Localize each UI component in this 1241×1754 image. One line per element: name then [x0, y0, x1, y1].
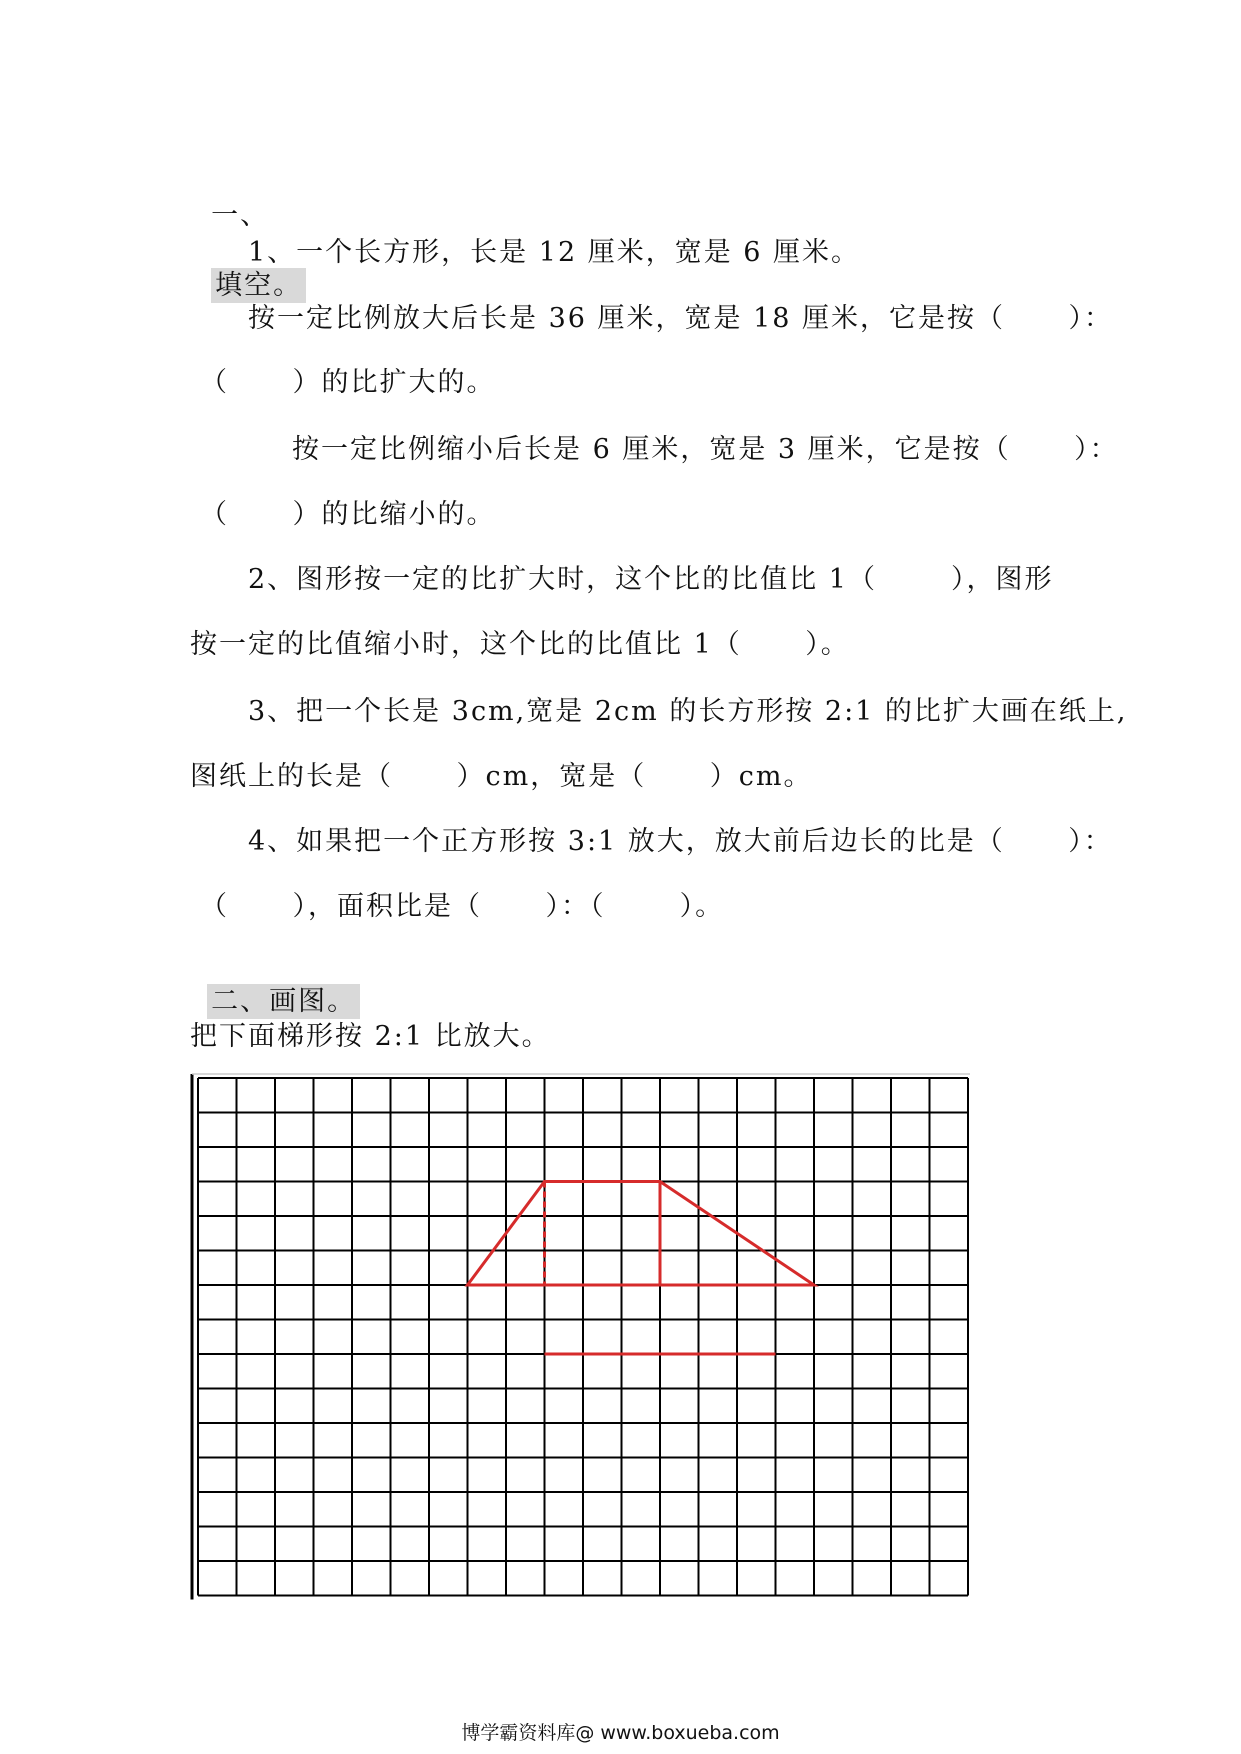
section2-heading [186, 948, 360, 1018]
q2-line-2: 按一定的比值缩小时，这个比的比值比 1（ ）。 [190, 629, 850, 660]
section2-instruction: 把下面梯形按 2:1 比放大。 [190, 1021, 551, 1052]
q1-line-5: （ ）的比缩小的。 [200, 499, 496, 530]
q1-line-2: 按一定比例放大后长是 36 厘米，宽是 18 厘米，它是按（ ）： [248, 303, 1114, 334]
q4-line-1: 4、如果把一个正方形按 3:1 放大，放大前后边长的比是（ ）： [248, 826, 1113, 857]
footer-watermark: 博学霸资料库@ www.boxueba.com [461, 1722, 780, 1744]
grid-lines [192, 1074, 970, 1600]
q2-line-1: 2、图形按一定的比扩大时，这个比的比值比 1（ ），图形 [248, 564, 1054, 595]
section2-title: 二、画图。 [207, 984, 360, 1019]
q3-line-1: 3、把一个长是 3cm,宽是 2cm 的长方形按 2:1 的比扩大画在纸上, [248, 696, 1128, 727]
section1-number: 一、 [211, 200, 270, 231]
trapezoid-outline [468, 1182, 815, 1286]
section1-title: 填空。 [211, 268, 306, 303]
q1-line-4: 按一定比例缩小后长是 6 厘米，宽是 3 厘米，它是按（ ）： [292, 434, 1119, 465]
q1-line-3: （ ）的比扩大的。 [200, 367, 496, 398]
trapezoid-figure [468, 1182, 815, 1355]
q4-line-2: （ ），面积比是（ ）：（ ）。 [200, 891, 725, 922]
q1-line-1: 1、一个长方形，长是 12 厘米，宽是 6 厘米。 [248, 237, 861, 268]
q3-line-2: 图纸上的长是（ ）cm，宽是（ ）cm。 [190, 761, 813, 792]
drawing-grid [190, 1070, 970, 1600]
